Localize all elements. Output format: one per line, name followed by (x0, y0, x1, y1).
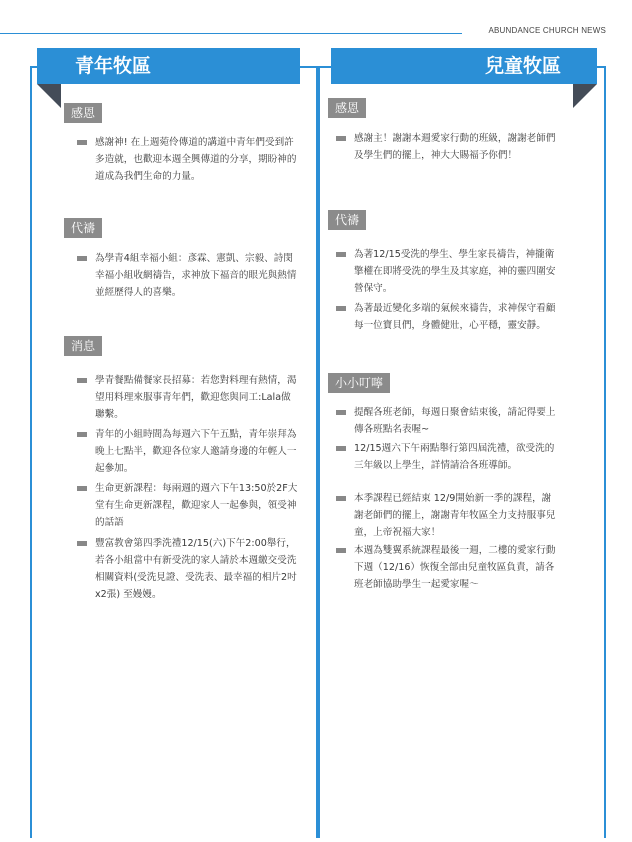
section-title: 小小叮嚀 (328, 373, 390, 393)
list-item: 生命更新課程：每兩週的週六下午13:50於2F大堂有生命更新課程，歡迎家人一起參與，領受神的話語 (95, 480, 300, 531)
list-item: 12/15週六下午兩點舉行第四屆洗禮，欲受洗的三年級以上學生，詳情請洽各班導師。 (354, 440, 560, 474)
banner-fold-left (37, 84, 61, 108)
list-item: 為著12/15受洗的學生、學生家長禱告，神攏衛擎權在即將受洗的學生及其家庭，神的靈四圍安營保守。 (354, 246, 560, 297)
bullet-icon (77, 486, 87, 491)
bullet-icon (77, 541, 87, 546)
bullet-icon (77, 140, 87, 145)
list-item: 感謝神! 在上週菀伶傳道的講道中青年們受到許多造就，也歡迎本週全興傳道的分享，期盼神的道成為我們生命的力量。 (95, 134, 300, 185)
banner-fold-right (573, 84, 597, 108)
publication-name: ABUNDANCE CHURCH NEWS (488, 26, 606, 35)
bullet-icon (336, 136, 346, 141)
list-item: 提醒各班老師，每週日聚會結束後，請記得要上傳各班點名表喔~ (354, 404, 560, 438)
section-title: 感恩 (328, 98, 366, 118)
bullet-icon (336, 548, 346, 553)
list-item: 青年的小組時間為每週六下午五點，青年崇拜為晚上七點半，歡迎各位家人邀請身邊的年輕人一起參加。 (95, 426, 300, 477)
section-title: 消息 (64, 336, 102, 356)
children-title: 兒童牧區 (331, 48, 597, 84)
bullet-icon (77, 256, 87, 261)
bullet-icon (77, 378, 87, 383)
list-item: 為學青4組幸福小組：彥霖、憲凱、宗毅、詩閔幸福小組收網禱告，求神放下福音的眼光與熱情並經歷得人的喜樂。 (95, 250, 300, 301)
list-item: 為著最近變化多端的氣候來禱告，求神保守看顧每一位寶貝們，身體健壯，心平穩，靈安靜。 (354, 300, 560, 334)
list-item: 本季課程已經結束 12/9開始新一季的課程，謝謝老師們的擺上，謝謝青年牧區全力支持服事兒童，上帝祝福大家！ (354, 490, 560, 541)
section-title: 感恩 (64, 103, 102, 123)
list-item: 學青餐點備餐家長招募：若您對料理有熱情，渴望用料理來服事青年們，歡迎您與同工:Lala做聯繫。 (95, 372, 300, 423)
bullet-icon (336, 496, 346, 501)
section-title: 代禱 (64, 218, 102, 238)
list-item: 感謝主！謝謝本週愛家行動的班級，謝謝老師們及學生們的擺上，神大大賜福予你們！ (354, 130, 560, 164)
bullet-icon (336, 446, 346, 451)
list-item: 豐富教會第四季洗禮12/15(六)下午2:00舉行，若各小組當中有新受洗的家人請於本週繳交受洗相關資料(受洗見證、受洗表、最幸福的相片2吋x2張) 至嫚嫚。 (95, 535, 300, 603)
section-title: 代禱 (328, 210, 366, 230)
bullet-icon (77, 432, 87, 437)
youth-title: 青年牧區 (37, 48, 300, 84)
bullet-icon (336, 306, 346, 311)
header-rule (0, 33, 462, 34)
bullet-icon (336, 410, 346, 415)
bullet-icon (336, 252, 346, 257)
list-item: 本週為雙翼系統課程最後一週，二樓的愛家行動下週（12/16）恢復全部由兒童牧區負責，請各班老師協助學生一起愛家喔～ (354, 542, 560, 593)
